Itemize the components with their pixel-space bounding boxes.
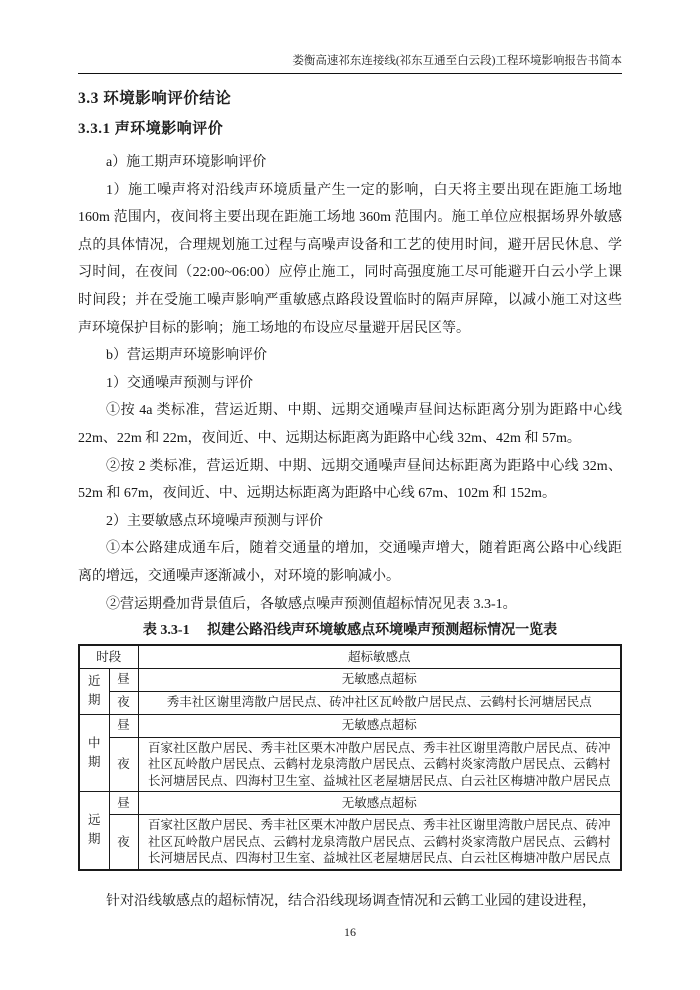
table-cell-night-value-near: 秀丰社区谢里湾散户居民点、砖冲社区瓦岭散户居民点、云鹤村长河塘居民点	[138, 691, 621, 714]
table-row-near-night	[79, 691, 621, 714]
table-header-exceed: 超标敏感点	[138, 645, 621, 668]
paragraph-sensitive-points-label: 2）主要敏感点环境噪声预测与评价	[106, 513, 323, 529]
period-label-mid: 中期	[88, 735, 101, 769]
table-cell-day-label-mid: 昼	[109, 714, 138, 737]
paragraph-background-overlay: ②营运期叠加背景值后，各敏感点噪声预测值超标情况见表 3.3-1。	[106, 596, 517, 612]
table-row-mid-day	[79, 714, 621, 737]
table-header-period: 时段	[79, 645, 138, 668]
table-cell-night-label-far: 夜	[109, 815, 138, 870]
paragraph-traffic-noise-label: 1）交通噪声预测与评价	[106, 375, 253, 391]
table-cell-night-value-far: 百家社区散户居民、秀丰社区栗木冲散户居民点、秀丰社区谢里湾散户居民点、砖冲社区瓦岭散户居民点、云鹤村龙泉湾散户居民点、云鹤村炎家湾散户居民点、云鹤村长河塘居民点、四海村卫生室、益城社区老屋塘居民点、白云社区梅塘冲散户居民点	[138, 815, 621, 870]
table-cell-day-label-far: 昼	[109, 792, 138, 815]
table-row-near-day	[79, 668, 621, 691]
period-label-near: 近期	[88, 674, 101, 708]
table-cell-day-value-far: 无敏感点超标	[138, 792, 621, 815]
section-heading-3-3: 3.3 环境影响评价结论	[78, 90, 232, 107]
table-cell-night-value-mid: 百家社区散户居民、秀丰社区栗木冲散户居民点、秀丰社区谢里湾散户居民点、砖冲社区瓦岭散户居民点、云鹤村龙泉湾散户居民点、云鹤村炎家湾散户居民点、云鹤村长河塘居民点、四海村卫生室、益城社区老屋塘居民点、白云社区梅塘冲散户居民点	[138, 737, 621, 792]
paragraph-construction-label: a）施工期声环境影响评价	[106, 155, 267, 170]
table-cell-day-label-near: 昼	[109, 668, 138, 691]
paragraph-closing: 针对沿线敏感点的超标情况，结合沿线现场调查情况和云鹤工业园的建设进程，	[106, 893, 596, 909]
table-cell-night-label-mid: 夜	[109, 737, 138, 792]
paragraph-standard-4a: ①按 4a 类标准，营运近期、中期、远期交通噪声昼间达标距离分别为距路中心线 22m、22m 和 22m，夜间近、中、远期达标距离为距路中心线 32m、42m 和 57m。	[78, 403, 622, 446]
subsection-heading-3-3-1: 3.3.1 声环境影响评价	[78, 121, 224, 137]
table-row-mid-night	[79, 737, 621, 792]
table-cell-period-mid	[79, 714, 109, 792]
table-row-far-day	[79, 792, 621, 815]
table-cell-period-far	[79, 792, 109, 870]
table-cell-night-label-near: 夜	[109, 691, 138, 714]
table-cell-day-value-near: 无敏感点超标	[138, 668, 621, 691]
paragraph-standard-2: ②按 2 类标准，营运近期、中期、远期交通噪声昼间达标距离为距路中心线 32m、52m 和 67m，夜间近、中、远期达标距离为距路中心线 67m、102m 和 152m。	[78, 458, 622, 502]
table-row-far-night	[79, 815, 621, 870]
header-rule	[78, 73, 622, 74]
table-caption: 表 3.3-1 拟建公路沿线声环境敏感点环境噪声预测超标情况一览表	[142, 623, 558, 639]
paragraph-construction-noise: 1）施工噪声将对沿线声环境质量产生一定的影响，白天将主要出现在距施工场地 160m 范围内，夜间将主要出现在距施工场地 360m 范围内。施工单位应根据场界外敏感点的具体情况，合理规划施工过程与高噪声设备和工艺的使用时间，避开居民休息、学习时间，在夜间（22:00~06:00）应停止施工，同时高强度施工尽可能避开白云小学上课时间段；并在受施工噪声影响严重敏感点路段设置临时的隔声屏障，以减小施工对这些声环境保护目标的影响；施工场地的布设应尽量避开居民区等。	[78, 182, 622, 336]
paragraph-traffic-volume: ①本公路建成通车后，随着交通量的增加，交通噪声增大，随着距离公路中心线距离的增远，交通噪声逐渐减小，对环境的影响减小。	[78, 541, 622, 584]
period-label-far: 远期	[88, 813, 101, 847]
running-header	[78, 0, 622, 68]
table-header-row	[79, 645, 621, 668]
table-cell-day-value-mid: 无敏感点超标	[138, 714, 621, 737]
running-header-title: 娄衡高速祁东连接线(祁东互通至白云段)工程环境影响报告书简本	[292, 55, 622, 67]
noise-exceedance-table	[78, 644, 622, 871]
page-number: 16	[344, 925, 356, 939]
table-cell-period-near	[79, 668, 109, 714]
paragraph-operation-label: b）营运期声环境影响评价	[106, 348, 267, 364]
